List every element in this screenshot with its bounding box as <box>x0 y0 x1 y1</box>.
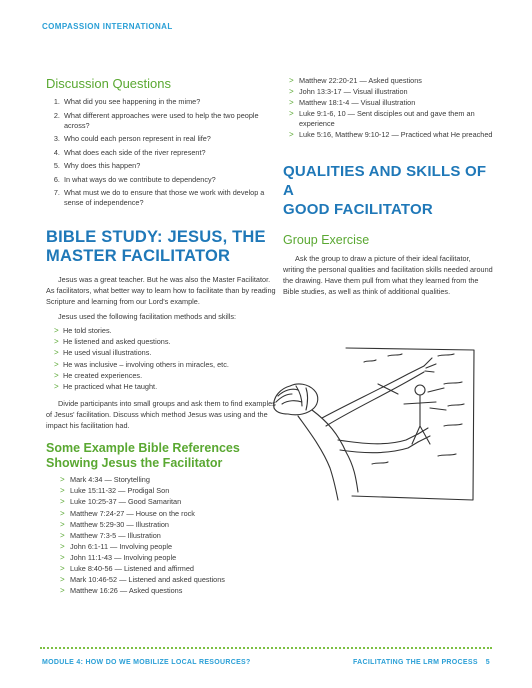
reference-item: > Matthew 5:29-30 — Illustration <box>60 520 278 530</box>
board-figure-body <box>404 395 436 444</box>
references-title-line1: Some Example Bible References <box>46 441 240 456</box>
reference-item: > Matthew 16:26 — Asked questions <box>60 586 278 596</box>
qualities-title-line2: GOOD FACILITATOR <box>283 201 433 219</box>
reference-item: > Luke 10:25-37 — Good Samaritan <box>60 497 278 507</box>
reference-item: > Luke 9:1-6, 10 — Sent disciples out and gave them an experience <box>289 109 493 129</box>
references-list <box>60 475 278 596</box>
page-number: 5 <box>485 659 490 666</box>
group-exercise-body: Ask the group to draw a picture of their ideal facilitator, writing the personal qualities and facilitation skills needed around the drawing. Have them pull from what they learned from the Bible studies, as well as think of additional qualities. <box>283 254 493 297</box>
left-column <box>46 76 278 602</box>
methods-list <box>54 325 278 392</box>
bible-study-instructions: Divide participants into small groups and ask them to find examples of Jesus' facilitation. Discuss which method Jesus was using and the impact his facilitation had. <box>46 399 276 431</box>
reference-item: > Matthew 7:3-5 — Illustration <box>60 531 278 541</box>
footer-section <box>353 659 490 666</box>
bible-study-title-line1: BIBLE STUDY: JESUS, THE <box>46 228 266 246</box>
footer-module: MODULE 4: HOW DO WE MOBILIZE LOCAL RESOURCES? <box>42 659 251 666</box>
footer-divider <box>40 647 492 649</box>
method-item: > He listened and asked questions. <box>54 336 278 347</box>
qualities-title-line1: QUALITIES AND SKILLS OF A <box>283 163 487 200</box>
question-item: 3. Who could each person represent in real life? <box>62 134 278 144</box>
question-item: 7. What must we do to ensure that those we work with develop a sense of independence? <box>62 188 278 208</box>
bible-study-intro: Jesus was a great teacher. But he was also the Master Facilitator. As facilitators, what better way to learn how to facilitate than by reading Scripture and learning from our Lord's example. <box>46 275 276 306</box>
references-title-line2: Showing Jesus the Facilitator <box>46 456 223 471</box>
question-item: 2. What different approaches were used to help the two people across? <box>62 111 278 131</box>
hand-fingers <box>424 358 436 372</box>
reference-item: > Mark 10:46-52 — Listened and asked questions <box>60 575 278 585</box>
reference-item: > John 13:3-17 — Visual illustration <box>289 87 493 97</box>
method-item: > He created experiences. <box>54 370 278 381</box>
references-title <box>46 441 278 471</box>
board-figure-head <box>415 385 425 395</box>
right-column <box>283 76 493 297</box>
method-item: > He practiced what He taught. <box>54 381 278 392</box>
reference-item: > Luke 5:16, Matthew 9:10-12 — Practiced what He preached <box>289 130 493 140</box>
question-item: 6. In what ways do we contribute to dependency? <box>62 175 278 185</box>
reference-item: > Matthew 7:24-27 — House on the rock <box>60 509 278 519</box>
board-outline <box>346 348 474 500</box>
bible-study-title-line2: MASTER FACILITATOR <box>46 247 231 265</box>
hair-strokes <box>276 386 308 410</box>
facilitator-drawing <box>268 344 476 506</box>
question-item: 5. Why does this happen? <box>62 161 278 171</box>
board-arrows <box>378 384 446 410</box>
footer-section-title: FACILITATING THE LRM PROCESS <box>352 659 478 666</box>
question-item: 1. What did you see happening in the mime? <box>62 97 278 107</box>
lower-arm <box>338 434 418 444</box>
discussion-title: Discussion Questions <box>46 76 171 91</box>
raised-arm <box>322 366 424 418</box>
group-exercise-title: Group Exercise <box>283 233 370 248</box>
reference-item: > Matthew 22:20-21 — Asked questions <box>289 76 493 86</box>
header-org: COMPASSION INTERNATIONAL <box>42 22 173 31</box>
method-item: > He was inclusive – involving others in miracles, etc. <box>54 359 278 370</box>
reference-item: > Matthew 18:1-4 — Visual illustration <box>289 98 493 108</box>
head-outline <box>274 384 318 415</box>
reference-item: > Luke 15:11-32 — Prodigal Son <box>60 486 278 496</box>
bible-study-methods-intro: Jesus used the following facilitation methods and skills: <box>58 312 237 321</box>
method-item: > He used visual illustrations. <box>54 347 278 358</box>
discussion-questions <box>46 97 278 208</box>
reference-item: > John 11:1-43 — Involving people <box>60 553 278 563</box>
qualities-title <box>283 162 493 219</box>
references-continued-list <box>289 76 493 140</box>
reference-item: > Luke 8:40-56 — Listened and affirmed <box>60 564 278 574</box>
bible-study-title <box>46 228 278 266</box>
raised-arm-lower <box>326 372 424 426</box>
reference-item: > John 6:1-11 — Involving people <box>60 542 278 552</box>
question-item: 4. What does each side of the river represent? <box>62 148 278 158</box>
method-item: > He told stories. <box>54 325 278 336</box>
reference-item: > Mark 4:34 — Storytelling <box>60 475 278 485</box>
